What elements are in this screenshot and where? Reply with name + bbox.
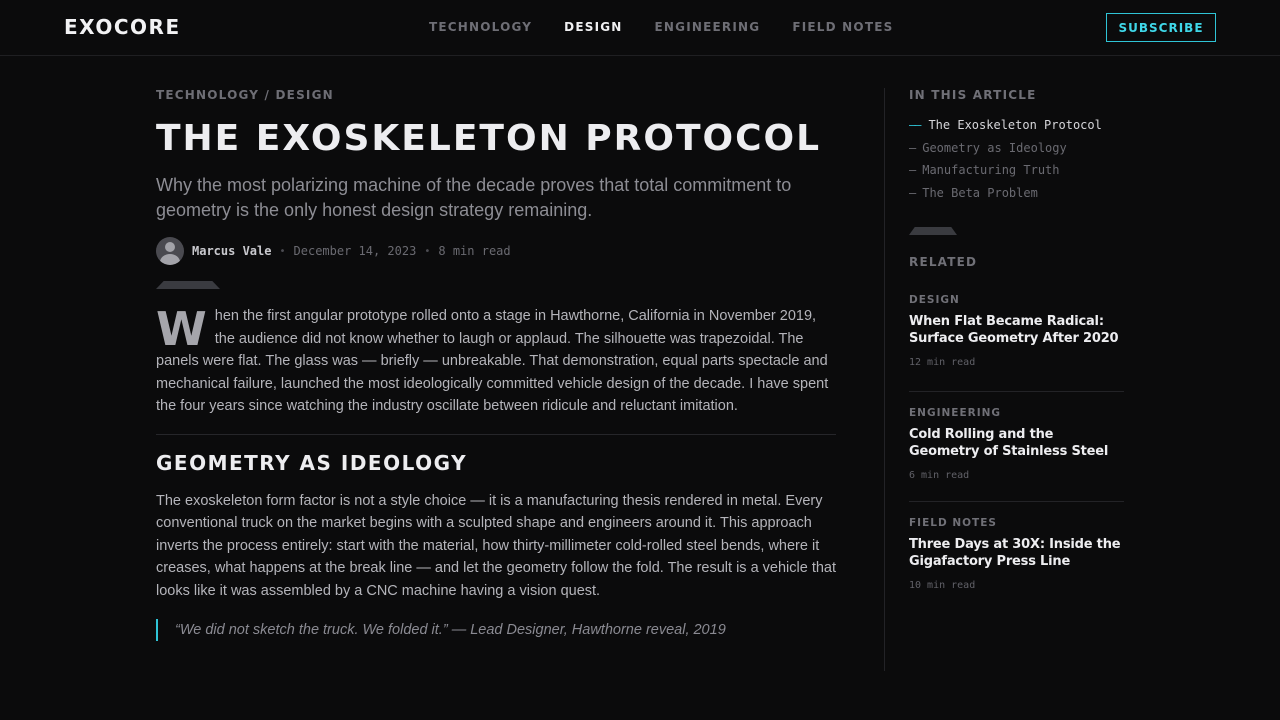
meta-separator-dot-icon: • xyxy=(279,245,286,257)
read-time: 8 min read xyxy=(438,244,511,258)
toc-dash-icon: — xyxy=(909,163,917,177)
toc-item-manufacturing-truth[interactable] xyxy=(909,162,1124,185)
toc-item-label: The Exoskeleton Protocol xyxy=(928,118,1102,132)
related-card[interactable] xyxy=(909,392,1124,502)
avatar-body-shape xyxy=(160,254,180,265)
related-read-time: 10 min read xyxy=(909,580,976,591)
nav-field-notes[interactable]: FIELD NOTES xyxy=(792,20,894,34)
main-nav xyxy=(429,20,893,34)
article-title: THE EXOSKELETON PROTOCOL xyxy=(156,118,822,159)
related-card[interactable] xyxy=(909,282,1124,392)
related-category: DESIGN xyxy=(909,294,960,306)
avatar-head-shape xyxy=(165,242,175,252)
toc-dash-icon: —— xyxy=(909,118,920,132)
article-meta xyxy=(156,237,836,265)
toc-item-geometry-as-ideology[interactable] xyxy=(909,140,1124,163)
pull-quote: “We did not sketch the truck. We folded it.” — Lead Designer, Hawthorne reveal, 2019 xyxy=(156,619,836,641)
nav-engineering[interactable]: ENGINEERING xyxy=(654,20,761,34)
related-list xyxy=(909,282,1124,612)
toc-dash-icon: — xyxy=(909,140,917,155)
toc-heading: IN THIS ARTICLE xyxy=(909,88,1037,102)
article xyxy=(156,88,836,641)
toc-item-exoskeleton-protocol[interactable] xyxy=(909,117,1124,140)
toc-item-beta-problem[interactable] xyxy=(909,185,1124,208)
author-avatar[interactable] xyxy=(156,237,184,265)
meta-separator-dot-icon: • xyxy=(424,245,431,257)
related-category: ENGINEERING xyxy=(909,407,1002,419)
decorative-notch-divider xyxy=(156,281,220,289)
section-heading: GEOMETRY AS IDEOLOGY xyxy=(156,450,468,475)
nav-technology[interactable]: TECHNOLOGY xyxy=(429,20,533,34)
toc-item-label: The Beta Problem xyxy=(922,185,1038,200)
related-card[interactable] xyxy=(909,502,1124,612)
site-logo[interactable]: EXOCORE xyxy=(64,15,181,39)
related-title[interactable]: Three Days at 30X: Inside the Gigafactory Press Line xyxy=(909,537,1121,569)
subscribe-button[interactable]: SUBSCRIBE xyxy=(1106,13,1216,42)
toc-item-label: Manufacturing Truth xyxy=(922,163,1060,177)
decorative-notch-divider xyxy=(909,227,957,235)
toc-item-label: Geometry as Ideology xyxy=(922,140,1067,155)
intro-text: hen the first angular prototype rolled onto a stage in Hawthorne, California in November 2019, the audience did not know whether to laugh or applaud. The silhouette was trapezoidal. The panels were flat. The glass was — briefly — unbreakable. That demonstration, equal parts spectacle and mechanical failure, launched the most ideologically committed vehicle design of the decade. I have spent the four years since watching the industry oscillate between ridicule and reluctant imitation. xyxy=(156,308,829,414)
related-category: FIELD NOTES xyxy=(909,517,997,529)
author-name[interactable]: Marcus Vale xyxy=(192,244,272,258)
drop-cap: W xyxy=(156,302,207,356)
toc-dash-icon: — xyxy=(909,185,917,200)
top-navigation-bar xyxy=(0,0,1280,56)
article-sidebar xyxy=(884,88,1124,671)
related-title[interactable]: When Flat Became Radical: Surface Geometry After 2020 xyxy=(909,314,1119,346)
breadcrumb[interactable]: TECHNOLOGY / DESIGN xyxy=(156,88,334,102)
publish-date: December 14, 2023 xyxy=(293,244,417,258)
related-read-time: 12 min read xyxy=(909,357,976,368)
article-subtitle: Why the most polarizing machine of the decade proves that total commitment to geometry is the only honest design strategy remaining. xyxy=(156,175,792,220)
nav-design[interactable]: DESIGN xyxy=(564,20,623,34)
related-title[interactable]: Cold Rolling and the Geometry of Stainless Steel xyxy=(909,427,1109,459)
section-divider xyxy=(156,434,836,435)
section-paragraph: The exoskeleton form factor is not a style choice — it is a manufacturing thesis rendered in metal. Every conventional truck on the market begins with a sculpted shape and engineers around it. This approach inverts the process entirely: start with the material, how thirty-millimeter cold-rolled steel bends, where it creases, what happens at the break line — and let the geometry follow the fold. The result is a vehicle that looks like it was assembled by a CNC machine having a vision quest. xyxy=(156,492,837,599)
related-read-time: 6 min read xyxy=(909,470,970,481)
related-heading: RELATED xyxy=(909,255,978,269)
table-of-contents xyxy=(909,117,1124,207)
intro-paragraph xyxy=(156,302,836,418)
